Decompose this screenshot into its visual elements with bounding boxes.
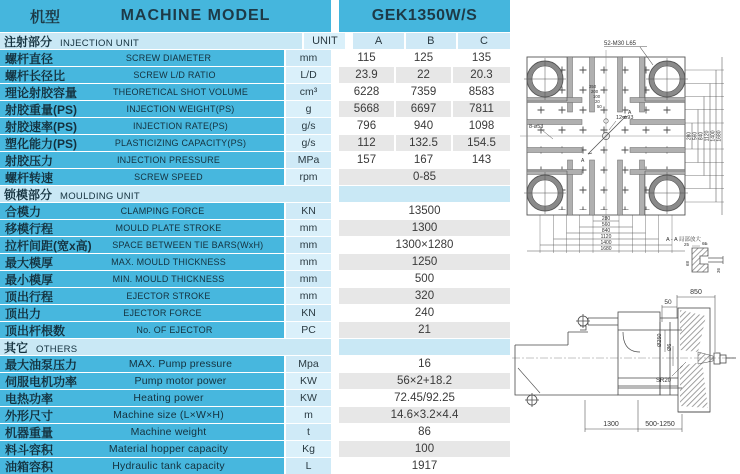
row-label-en: Material hopper capacity [108,443,229,455]
row-label-en: SCREW L/D RATIO [133,70,216,80]
side-hole-label: 8-ø53 [529,124,544,130]
row-label-cn: 塑化能力(PS) [5,136,78,151]
table-row-clamping-force [0,203,510,219]
unit-cell: mm [286,50,331,66]
value-cell-c: 135 [453,50,510,66]
table-row-ejector-force [0,305,510,321]
dim-sr20: SR20 [656,378,672,384]
detail-title: A - A 局部放大 [666,237,701,243]
svg-text:350: 350 [589,84,597,89]
dim-flange: Ø250 [657,333,663,347]
value-cell-span: 56×2+18.2 [339,373,510,389]
row-label-cn: 螺杆长径比 [5,68,66,83]
dim-500-1250: 500-1250 [645,421,675,428]
table-row-tie-bar-space [0,237,510,253]
row-label-en: MIN. MOULD THICKNESS [112,274,225,284]
value-cell-span: 86 [339,424,510,440]
svg-text:560: 560 [692,131,699,141]
table-row-ejector-count [0,322,510,338]
unit-cell: Kg [286,441,331,457]
svg-text:25: 25 [684,242,690,247]
table-row-injection-rate [0,118,510,134]
svg-text:1680: 1680 [600,246,612,252]
value-cell-span: 320 [339,288,510,304]
section-title-cell [0,186,331,202]
svg-text:1400: 1400 [600,240,612,246]
section-title-en: MOULDING UNIT [60,191,140,202]
table-row-max-mould-thickness [0,254,510,270]
section-mark-a: A [581,158,585,164]
svg-text:36: 36 [716,267,721,273]
row-label-cn: 伺服电机功率 [5,374,78,389]
row-label-cn: 拉杆间距(宽x高) [5,238,92,253]
unit-cell: mm [286,220,331,236]
unit-cell: L/D [286,67,331,83]
t-slot-section [692,248,708,272]
row-label-cn: 螺杆转速 [5,170,54,185]
unit-cell: PC [286,322,331,338]
row-label-en: No. OF EJECTOR [136,325,213,335]
row-label-en: Machine weight [130,426,207,438]
value-cell-span: 1300×1280 [339,237,510,253]
section-mark-a: A [628,110,632,116]
row-label-cn: 最大模厚 [5,255,54,270]
section-title-cell [0,339,331,355]
row-label-cn: 外形尺寸 [5,408,54,423]
svg-text:100: 100 [593,94,601,99]
row-label-en: SCREW SPEED [134,172,203,182]
unit-cell: m [286,407,331,423]
value-cell-span: 1300 [339,220,510,236]
row-label-cn: 射胶压力 [5,153,54,168]
value-cell-span: 72.45/92.25 [339,390,510,406]
svg-text:1680: 1680 [716,130,723,142]
svg-text:200: 200 [591,89,599,94]
row-label-cn: 移模行程 [5,221,54,236]
unit-cell: L [286,458,331,474]
row-label-en: EJECTOR STROKE [126,291,211,301]
section-row-others [0,339,510,355]
svg-text:50: 50 [597,104,602,109]
unit-cell: mm [286,254,331,270]
unit-cell: KN [286,203,331,219]
model-label-cn: 机型 [30,8,61,26]
section-title-cn: 锁模部分 [4,188,53,202]
table-row-tank-capacity [0,458,510,474]
row-label-cn: 理论射胶容量 [5,85,78,100]
model-value-cell: GEK1350W/S [339,0,510,32]
section-title-en: OTHERS [36,344,78,355]
unit-cell: g/s [286,118,331,134]
model-label-en: MACHINE MODEL [120,7,271,24]
row-label-en: INJECTION PRESSURE [116,155,221,165]
row-label-en: Machine size (L×W×H) [113,409,224,421]
section-title-cn: 其它 [4,341,29,355]
value-cell-span: 100 [339,441,510,457]
row-label-cn: 最小模厚 [5,272,54,287]
value-cell-b: 6697 [396,101,451,117]
unit-cell: KN [286,305,331,321]
table-row-heating-power [0,390,510,406]
unit-cell: mm [286,288,331,304]
row-label-en: Heating power [133,392,204,404]
value-cell-b: 132.5 [396,135,451,151]
row-label-en: INJECTION RATE(PS) [133,121,228,131]
table-row-ld-ratio [0,67,510,83]
row-label-en: THEORETICAL SHOT VOLUME [112,87,249,97]
row-label-cn: 螺杆直径 [5,51,54,66]
row-label-cn: 最大油泵压力 [5,357,78,372]
value-cell-c: 7811 [453,101,510,117]
platen-hatch-bottom [680,362,708,408]
table-row-screw-diameter [0,50,510,66]
column-header-b: B [406,33,456,49]
table-header-row [0,0,510,32]
value-cell-span: 16 [339,356,510,372]
value-cell-a: 157 [339,152,394,168]
row-label-en: MAX. Pump pressure [128,358,233,370]
technical-drawing [510,0,740,474]
dim-850: 850 [690,289,702,296]
value-cell-a: 23.9 [339,67,394,83]
svg-text:840: 840 [601,228,611,234]
table-row-mould-plate-stroke [0,220,510,236]
value-cell-span: 14.6×3.2×4.4 [339,407,510,423]
section-value-band [339,186,510,202]
table-row-injection-pressure [0,152,510,168]
platen-dims-right [685,57,724,215]
section-row-moulding-unit [0,186,510,202]
value-cell-a: 6228 [339,84,394,100]
machine-side-view [512,295,736,432]
row-label-en: SPACE BETWEEN TIE BARS(WxH) [112,240,264,250]
table-row-machine-weight [0,424,510,440]
row-label-cn: 射胶速率(PS) [5,119,78,134]
value-cell-c: 143 [453,152,510,168]
nozzle-cone [698,352,713,364]
row-label-cn: 机器重量 [5,425,54,440]
row-label-cn: 料斗容积 [5,442,54,457]
unit-cell: mm [286,271,331,287]
svg-text:65: 65 [702,241,708,246]
bolt-pattern-label: 52-M30 L65 [604,41,637,47]
section-detail-a-a [666,235,723,273]
row-label-en: Hydraulic tank capacity [112,460,225,472]
value-cell-span: 21 [339,322,510,338]
platen-hatch-top [680,310,706,352]
section-title-cn: 注射部分 [4,35,53,49]
unit-cell: cm³ [286,84,331,100]
unit-cell: g [286,101,331,117]
value-cell-b: 940 [396,118,451,134]
value-cell-a: 5668 [339,101,394,117]
value-cell-span: 0-85 [339,169,510,185]
table-row-plasticizing-capacity [0,135,510,151]
unit-cell: KW [286,390,331,406]
row-label-cn: 油箱容积 [5,459,54,474]
svg-text:840: 840 [698,131,705,141]
unit-column-header: UNIT [304,33,345,49]
value-cell-c: 20.3 [453,67,510,83]
unit-cell: Mpa [286,356,331,372]
row-label-en: EJECTOR FORCE [123,308,202,318]
svg-text:20: 20 [595,99,600,104]
svg-text:560: 560 [601,222,611,228]
row-label-en: INJECTION WEIGHT(PS) [126,104,235,114]
row-label-cn: 顶出力 [5,306,42,321]
unit-cell: MPa [286,152,331,168]
table-row-shot-volume [0,84,510,100]
unit-cell: mm [286,237,331,253]
unit-cell: KW [286,373,331,389]
value-cell-a: 796 [339,118,394,134]
value-cell-span: 1250 [339,254,510,270]
model-label-cell [0,0,331,32]
row-label-en: PLASTICIZING CAPACITY(PS) [114,138,247,148]
section-title-en: INJECTION UNIT [60,38,140,49]
table-row-screw-speed [0,169,510,185]
svg-text:1120: 1120 [704,130,711,142]
table-row-pump-motor-power [0,373,510,389]
center-hole-label: 12-ø93 [616,115,634,121]
table-row-injection-weight [0,101,510,117]
row-label-en: Pump motor power [134,375,227,387]
row-label-en: MAX. MOULD THICKNESS [111,257,226,267]
value-cell-span: 1917 [339,458,510,474]
value-cell-span: 240 [339,305,510,321]
svg-text:1120: 1120 [600,234,612,240]
dim-50: 50 [664,299,672,306]
svg-text:1400: 1400 [710,130,717,142]
value-cell-b: 7359 [396,84,451,100]
column-header-a: A [353,33,403,49]
dim-nozzle: Ø6 [667,343,673,351]
value-cell-b: 22 [396,67,451,83]
row-label-cn: 电热功率 [5,391,54,406]
row-label-cn: 合模力 [5,204,42,219]
row-label-en: CLAMPING FORCE [120,206,205,216]
value-cell-c: 154.5 [453,135,510,151]
value-cell-span: 13500 [339,203,510,219]
value-cell-c: 8583 [453,84,510,100]
platen-dims-bottom [527,215,685,253]
unit-cell: g/s [286,135,331,151]
svg-text:280: 280 [601,216,611,222]
svg-text:68: 68 [685,260,690,266]
table-row-max-pump-pressure [0,356,510,372]
unit-cell: rpm [286,169,331,185]
column-header-c: C [458,33,510,49]
section-row-injection-unit [0,33,510,49]
section-title-cell [0,33,302,49]
table-row-machine-size [0,407,510,423]
row-label-en: SCREW DIAMETER [125,53,212,63]
value-cell-c: 1098 [453,118,510,134]
table-row-hopper-capacity [0,441,510,457]
section-value-band [339,339,510,355]
value-cell-b: 125 [396,50,451,66]
platen-front-view [520,50,692,222]
row-label-cn: 射胶重量(PS) [5,102,78,117]
unit-cell: t [286,424,331,440]
row-label-en: MOULD PLATE STROKE [115,223,222,233]
value-cell-b: 167 [396,152,451,168]
row-label-cn: 顶出行程 [5,289,54,304]
value-cell-a: 115 [339,50,394,66]
row-label-cn: 顶出杆根数 [5,323,66,338]
table-row-min-mould-thickness [0,271,510,287]
value-cell-span: 500 [339,271,510,287]
dim-1300: 1300 [603,421,619,428]
table-row-ejector-stroke [0,288,510,304]
value-cell-a: 112 [339,135,394,151]
svg-text:280: 280 [686,131,693,141]
